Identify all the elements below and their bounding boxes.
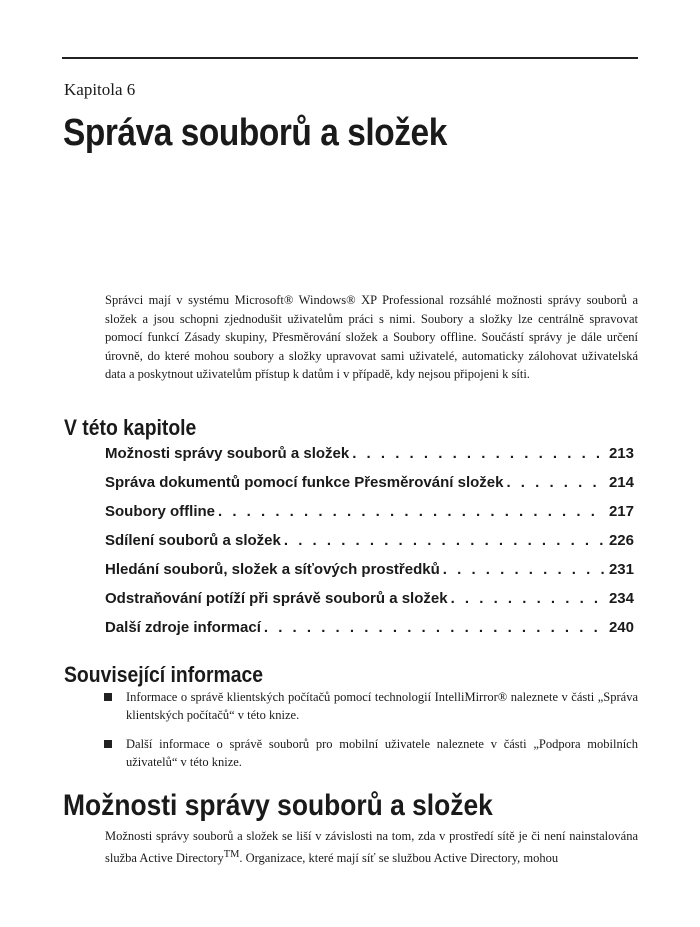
- toc-leader: [218, 503, 606, 520]
- section-text-before: Možnosti správy souborů a složek se liší v závislosti na tom, zda v prostředí sítě je či není nainstalována služba Active Directory: [105, 829, 638, 865]
- toc-entry[interactable]: [105, 503, 634, 532]
- toc-leader: [506, 474, 606, 491]
- toc-entry-page: 217: [608, 503, 634, 520]
- intro-paragraph: Správci mají v systému Microsoft® Windows® XP Professional rozsáhlé možnosti správy souborů a složek a jsou schopni zjednodušit uživatelům práci s nimi. Soubory a složky lze centrálně spravovat pomocí funkcí Zásady skupiny, Přesměrování složek a Soubory offline. Součástí správy je dále určení úrovně, do které mohou soubory a složky upravovat sami uživatelé, automaticky zálohovat uživatelská data a poskytnout uživatelům přístup k datům i v případě, kdy nejsou připojeni k síti.: [105, 293, 638, 382]
- toc-entry-page: 234: [608, 590, 634, 607]
- toc-entry-page: 213: [608, 445, 634, 462]
- toc-entry-title: Odstraňování potíží při správě souborů a složek: [105, 590, 448, 607]
- toc-leader: [352, 445, 606, 462]
- chapter-title: Správa souborů a složek: [63, 112, 447, 154]
- toc-leader: [451, 590, 606, 607]
- section-text-after: . Organizace, které mají síť se službou Active Directory, mohou: [239, 850, 559, 865]
- toc-entry-page: 240: [608, 619, 634, 636]
- toc-entry-page: 226: [608, 532, 634, 549]
- section-paragraph: [105, 827, 638, 867]
- toc-leader: [264, 619, 606, 636]
- related-item-text: Další informace o správě souborů pro mobilní uživatele naleznete v části „Podpora mobilních uživatelů“ v této knize.: [126, 737, 638, 769]
- toc-entry-title: Sdílení souborů a složek: [105, 532, 281, 549]
- related-list: [104, 688, 638, 782]
- related-item: [104, 688, 638, 724]
- toc-leader: [443, 561, 606, 578]
- chapter-toc: [105, 445, 634, 648]
- square-bullet-icon: [104, 740, 112, 748]
- section-title: Možnosti správy souborů a složek: [63, 789, 493, 822]
- toc-heading: V této kapitole: [64, 415, 197, 440]
- toc-entry[interactable]: [105, 561, 634, 590]
- toc-entry-title: Hledání souborů, složek a síťových prostředků: [105, 561, 440, 578]
- toc-entry-title: Správa dokumentů pomocí funkce Přesměrování složek: [105, 474, 504, 491]
- toc-entry-page: 214: [608, 474, 634, 491]
- toc-entry[interactable]: [105, 532, 634, 561]
- toc-entry[interactable]: [105, 619, 634, 648]
- toc-entry-title: Možnosti správy souborů a složek: [105, 445, 350, 462]
- toc-entry-title: Další zdroje informací: [105, 619, 261, 636]
- header-rule: [62, 57, 638, 59]
- related-item-text: Informace o správě klientských počítačů pomocí technologií IntelliMirror® naleznete v části „Správa klientských počítačů“ v této knize.: [126, 690, 638, 722]
- toc-entry-title: Soubory offline: [105, 503, 215, 520]
- trademark-mark: TM: [223, 848, 240, 860]
- toc-entry[interactable]: [105, 445, 634, 474]
- toc-entry[interactable]: [105, 590, 634, 619]
- square-bullet-icon: [104, 693, 112, 701]
- toc-entry-page: 231: [608, 561, 634, 578]
- related-heading: Související informace: [64, 662, 264, 687]
- toc-entry[interactable]: [105, 474, 634, 503]
- toc-leader: [284, 532, 606, 549]
- chapter-label: Kapitola 6: [64, 80, 136, 99]
- related-item: [104, 735, 638, 771]
